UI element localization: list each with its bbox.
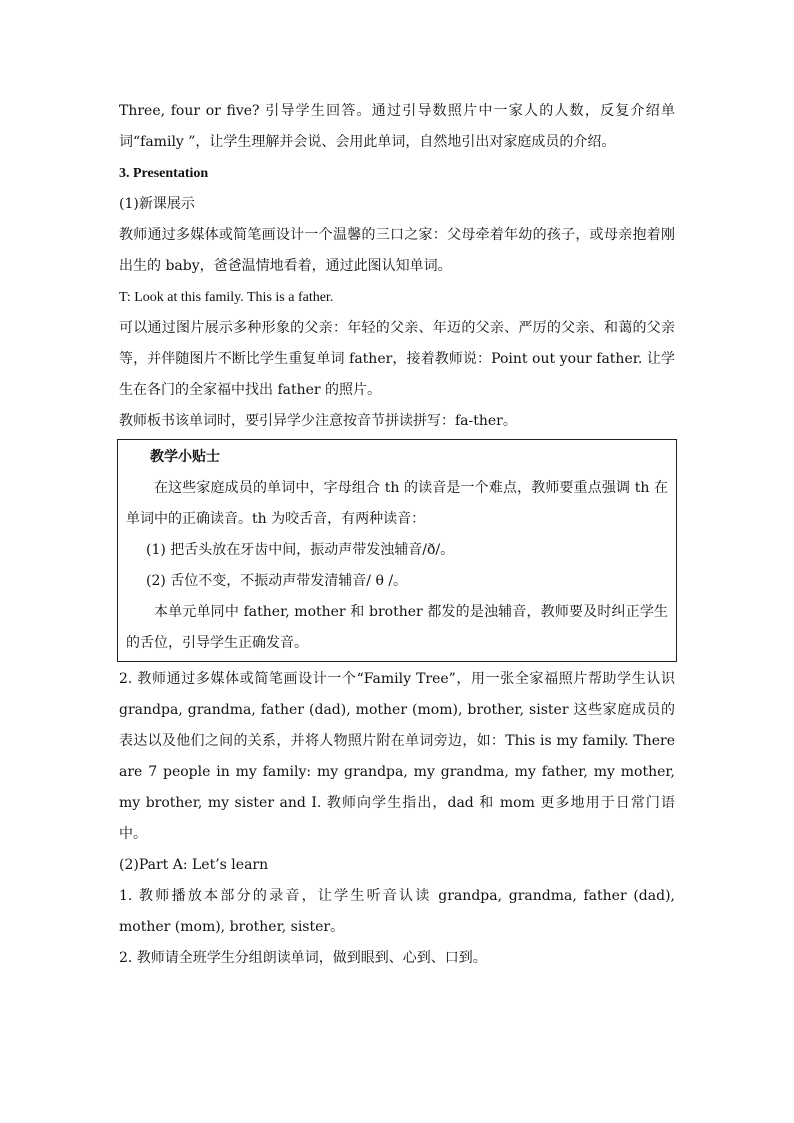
subsection-title-lets-learn: (2)Part A: Let’s learn <box>119 857 269 873</box>
paragraph-blackboard: 教师板书该单词时，要引异学少注意按音节拼读拼写：fa-ther。 <box>119 413 517 429</box>
paragraph-intro: Three, four or five? 引导学生回答。通过引导数照片中一家人的人数，反复介绍单词“family ”，让学生理解并会说、会用此单词，自然地引出对家庭成员的介绍。 <box>119 103 675 150</box>
tip-outro: 本单元单同中 father, mother 和 brother 都发的是浊辅音，教师要及时纠正学生的舌位，引导学生正确发音。 <box>126 604 668 651</box>
section-title-presentation: 3. Presentation <box>119 166 209 181</box>
tip-item-1: (1) 把舌头放在牙齿中间，振动声带发浊辅音/ð/。 <box>146 542 455 558</box>
paragraph-play-recording: 1. 教师播放本部分的录音，让学生听音认读 grandpa, grandma, father (dad), mother (mom), brother, sister。 <box>119 888 675 935</box>
paragraph-family-scene: 教师通过多媒体或简笔画设计一个温馨的三口之家：父母牵着年幼的孩子，或母亲抱着刚出生的 baby，爸爸温情地看着，通过此图认知单词。 <box>119 227 675 274</box>
teaching-tip-box <box>117 439 677 662</box>
document-page <box>119 96 675 974</box>
paragraph-group-reading: 2. 教师请全班学生分组朗读单词，做到眼到、心到、口到。 <box>119 950 487 966</box>
subsection-title-new-lesson: (1)新课展示 <box>119 196 195 212</box>
tip-item-2: (2) 舌位不变，不振动声带发清辅音/ θ /。 <box>146 573 408 589</box>
paragraph-teacher-dialogue: T: Look at this family. This is a father. <box>119 290 334 305</box>
tip-title: 教学小贴士 <box>150 449 220 465</box>
paragraph-father-images: 可以通过图片展示多种形象的父亲：年轻的父亲、年迈的父亲、严厉的父亲、和蔼的父亲等，并伴随图片不断比学生重复单词 father，接着教师说：Point out your father. 让学生在各门的全家福中找出 father 的照片。 <box>119 320 675 398</box>
tip-intro: 在这些家庭成员的单词中，字母组合 th 的读音是一个难点，教师要重点强调 th 在单词中的正确读音。th 为咬舌音，有两种读音： <box>126 480 668 527</box>
paragraph-family-tree: 2. 教师通过多媒体或简笔画设计一个“Family Tree”，用一张全家福照片帮助学生认识 grandpa, grandma, father (dad), mother (mom), brother, sister 这些家庭成员的表达以及他们之间的关系，并将人物照片附在单词旁边，如：This is my family. There are 7 people in my family: my grandpa, my grandma, my father, my mother, my brother, my sister and I. 教师向学生指出，dad 和 mom 更多地用于日常门语中。 <box>119 671 675 842</box>
